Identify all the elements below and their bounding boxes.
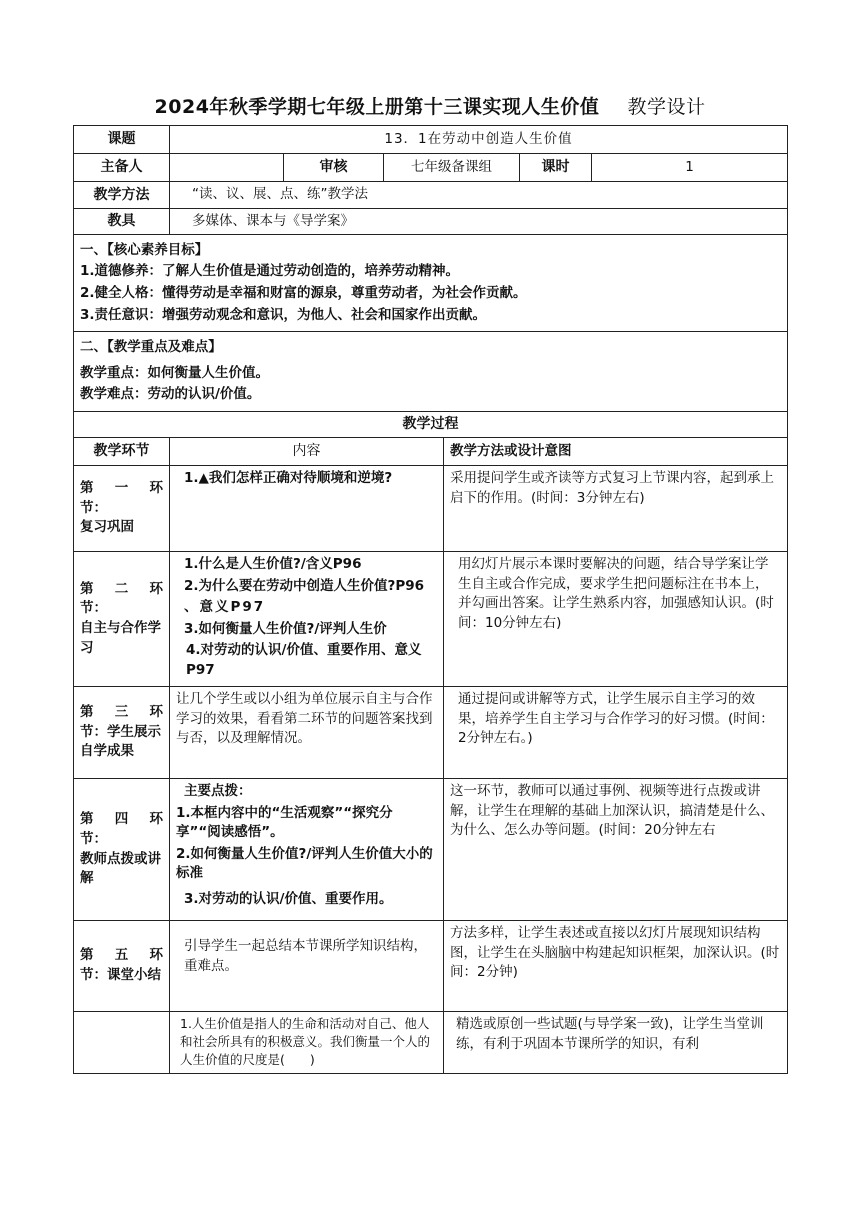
- goal-item: 3.责任意识：增强劳动观念和意识，为他人、社会和国家作出贡献。: [80, 306, 487, 323]
- author-row: [74, 154, 788, 182]
- stage-label-line1: 第 一 环: [80, 480, 163, 497]
- stage-label-line2: 节：: [80, 499, 107, 516]
- stage-label: [74, 921, 170, 1012]
- method-label: 教学方法: [74, 182, 170, 209]
- stage-intent: 通过提问或讲解等方式，让学生展示自主学习的效果，培养学生自主学习与合作学习的好习惯。(时间：2分钟左右。): [444, 687, 788, 779]
- stage-row: [74, 466, 788, 552]
- stage-label-line3: 教师点拨或讲解: [80, 850, 161, 887]
- method-row: [74, 182, 788, 209]
- teaching-focus: 教学重点：如何衡量人生价值。: [80, 364, 269, 381]
- stage-intent: 用幻灯片展示本课时要解决的问题，结合导学案让学生自主或合作完成，要求学生把问题标注在书本上，并勾画出答案。让学生熟系内容，加强感知认识。(时间：10分钟左右): [444, 552, 788, 687]
- stage-content: [170, 466, 444, 552]
- review-value: 七年级备课组: [384, 154, 520, 182]
- period-label: 课时: [520, 154, 592, 182]
- stage-content-line: 1.▲我们怎样正确对待顺境和逆境?: [184, 470, 393, 486]
- topic-label: 课题: [74, 126, 170, 154]
- stage-row: [74, 1012, 788, 1074]
- method-value: “读、议、展、点、练”教学法: [170, 182, 788, 209]
- document-title: [0, 92, 860, 119]
- stage-intent: 精选或原创一些试题(与导学案一致)，让学生当堂训练，有利于巩固本节课所学的知识，有利: [444, 1012, 788, 1074]
- process-column-headers: [74, 438, 788, 466]
- stage-label-line2: 节：: [80, 600, 107, 617]
- goal-item: 2.健全人格：懂得劳动是幸福和财富的源泉，尊重劳动者，为社会作贡献。: [80, 285, 527, 301]
- stage-label-line1: 第 四 环: [80, 811, 163, 828]
- stage-intent: 这一环节，教师可以通过事例、视频等进行点拨或讲解，让学生在理解的基础上加深认识，搞清楚是什么、为什么、怎么办等问题。(时间：20分钟左右: [444, 779, 788, 921]
- stage-content-line: 3.对劳动的认识/价值、重要作用。: [184, 890, 393, 907]
- process-heading-row: [74, 412, 788, 438]
- process-heading: 教学过程: [74, 412, 788, 438]
- stage-row: [74, 552, 788, 687]
- goals-section: [74, 235, 788, 332]
- teaching-difficulty: 教学难点：劳动的认识/价值。: [80, 386, 261, 403]
- col-content: 内容: [170, 438, 444, 466]
- stage-content: [170, 921, 444, 1012]
- stage-label: [74, 779, 170, 921]
- stage-content-line: 、意义P97: [184, 599, 266, 616]
- keypoints-row: [74, 332, 788, 412]
- stage-content-line: 引导学生一起总结本节课所学知识结构，重难点。: [184, 938, 427, 974]
- stage-content: [170, 1012, 444, 1074]
- stage-content-line: 主要点拨：: [184, 783, 252, 799]
- stage-row: [74, 779, 788, 921]
- stage-content: [170, 779, 444, 921]
- stage-row: [74, 687, 788, 779]
- stage-row: [74, 921, 788, 1012]
- stage-label: [74, 552, 170, 687]
- stage-label-line1: 第 二 环: [80, 580, 163, 597]
- author-label: 主备人: [74, 154, 170, 182]
- tools-row: [74, 209, 788, 235]
- col-stage: 教学环节: [74, 438, 170, 466]
- keypoints-heading: 二、【教学重点及难点】: [80, 339, 222, 356]
- title-suffix: 教学设计: [627, 96, 706, 118]
- stage-intent: 方法多样，让学生表述或直接以幻灯片展现知识结构图，让学生在头脑脑中构建起知识框架，加深认识。(时间：2分钟): [444, 921, 788, 1012]
- goals-row: [74, 235, 788, 332]
- stage-content-line: 1.本框内容中的“生活观察”“探究分享”“阅读感悟”。: [176, 804, 393, 841]
- topic-row: [74, 126, 788, 154]
- stage-label-line3: 自主与合作学习: [80, 620, 161, 656]
- stage-content-line: 2.为什么要在劳动中创造人生价值?P96: [184, 577, 425, 594]
- stage-content-line: 让几个学生或以小组为单位展示自主与合作学习的效果，看看第二环节的问题答案找到与否，以及理解情况。: [176, 691, 433, 747]
- stage-content-line: 2.如何衡量人生价值?/评判人生价值大小的标准: [176, 845, 433, 882]
- stage-content-line: 4.对劳动的认识/价值、重要作用、意义P97: [186, 642, 422, 678]
- lesson-plan-table: [73, 125, 788, 1074]
- stage-label: [74, 466, 170, 552]
- stage-label-line2: 节：课堂小结: [80, 967, 161, 983]
- stage-label-line2: 节：: [80, 830, 107, 847]
- author-value: [170, 154, 284, 182]
- stage-content-line: 1.人生价值是指人的生命和活动对自己、他人和社会所具有的积极意义。我们衡量一个人的人生价值的尺度是( ): [180, 1016, 431, 1068]
- title-main: 2024年秋季学期七年级上册第十三课实现人生价值: [154, 96, 600, 118]
- col-intent: 教学方法或设计意图: [444, 438, 788, 466]
- stage-label-line1: 第 三 环: [80, 704, 163, 721]
- stage-content-line: 1.什么是人生价值?/含义P96: [184, 556, 362, 572]
- stage-label-line1: 第 五 环: [80, 947, 163, 964]
- tools-value: 多媒体、课本与《导学案》: [170, 209, 788, 235]
- stage-label-line2: 节：学生展示自学成果: [80, 723, 161, 760]
- stage-content-line: 3.如何衡量人生价值?/评判人生价: [184, 620, 387, 637]
- goals-heading: 一、【核心素养目标】: [80, 241, 209, 258]
- stage-content: [170, 687, 444, 779]
- topic-value: 13．1在劳动中创造人生价值: [170, 126, 788, 154]
- goal-item: 1.道德修养：了解人生价值是通过劳动创造的，培养劳动精神。: [80, 263, 460, 280]
- stage-label-line3: 复习巩固: [80, 519, 134, 536]
- stage-label: [74, 1012, 170, 1074]
- stage-intent: 采用提问学生或齐读等方式复习上节课内容，起到承上启下的作用。(时间：3分钟左右): [444, 466, 788, 552]
- review-label: 审核: [284, 154, 384, 182]
- keypoints-section: [74, 332, 788, 412]
- tools-label: 教具: [74, 209, 170, 235]
- period-value: 1: [592, 154, 788, 182]
- stage-label: [74, 687, 170, 779]
- stage-content: [170, 552, 444, 687]
